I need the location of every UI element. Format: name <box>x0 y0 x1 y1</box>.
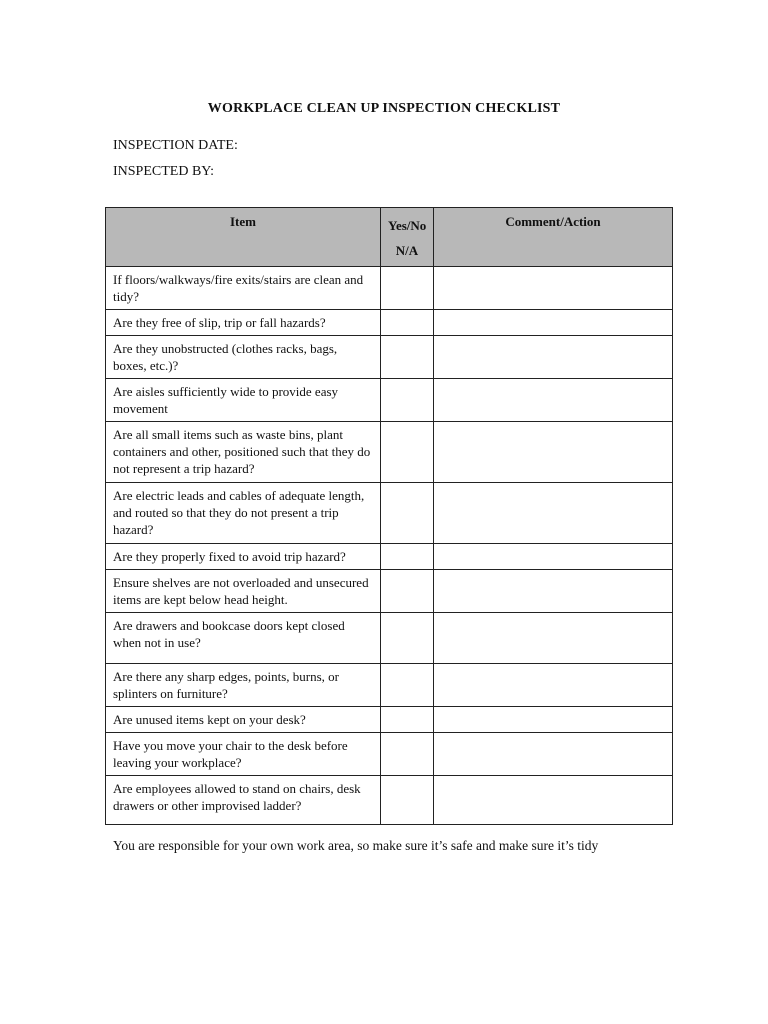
checklist-question: Are employees allowed to stand on chairs, desk drawers or other improvised ladder? <box>106 776 381 825</box>
comment-cell[interactable] <box>434 707 673 733</box>
table-row <box>106 422 673 483</box>
table-row <box>106 776 673 825</box>
footer-note: You are responsible for your own work area, so make sure it’s safe and make sure it’s tidy <box>113 838 599 853</box>
inspection-date-label: INSPECTION DATE: <box>113 138 238 153</box>
comment-cell[interactable] <box>434 664 673 707</box>
answer-cell[interactable] <box>381 379 434 422</box>
table-row <box>106 570 673 613</box>
answer-cell[interactable] <box>381 570 434 613</box>
checklist-question: Are all small items such as waste bins, plant containers and other, positioned such that they do not represent a trip hazard? <box>106 422 381 483</box>
comment-cell[interactable] <box>434 613 673 664</box>
answer-cell[interactable] <box>381 776 434 825</box>
answer-cell[interactable] <box>381 483 434 544</box>
answer-cell[interactable] <box>381 336 434 379</box>
comment-cell[interactable] <box>434 336 673 379</box>
answer-cell[interactable] <box>381 310 434 336</box>
comment-cell[interactable] <box>434 776 673 825</box>
table-row <box>106 379 673 422</box>
table-row <box>106 544 673 570</box>
comment-cell[interactable] <box>434 310 673 336</box>
checklist-question: If floors/walkways/fire exits/stairs are clean and tidy? <box>106 267 381 310</box>
table-row <box>106 483 673 544</box>
checklist-question: Are aisles sufficiently wide to provide easy movement <box>106 379 381 422</box>
answer-cell[interactable] <box>381 664 434 707</box>
table-row <box>106 664 673 707</box>
checklist-question: Are there any sharp edges, points, burns, or splinters on furniture? <box>106 664 381 707</box>
answer-cell[interactable] <box>381 707 434 733</box>
table-row <box>106 733 673 776</box>
header-comment: Comment/Action <box>434 208 673 267</box>
comment-cell[interactable] <box>434 483 673 544</box>
table-row <box>106 707 673 733</box>
comment-cell[interactable] <box>434 267 673 310</box>
table-row <box>106 267 673 310</box>
document-title: WORKPLACE CLEAN UP INSPECTION CHECKLIST <box>207 101 561 116</box>
answer-cell[interactable] <box>381 613 434 664</box>
comment-cell[interactable] <box>434 379 673 422</box>
checklist-body <box>106 267 673 825</box>
header-yes-no-line2: N/A <box>395 243 419 258</box>
answer-cell[interactable] <box>381 544 434 570</box>
comment-cell[interactable] <box>434 422 673 483</box>
checklist-question: Are drawers and bookcase doors kept closed when not in use? <box>106 613 381 664</box>
header-yes-no-line1: Yes/No <box>388 218 427 233</box>
checklist-question: Are electric leads and cables of adequate length, and routed so that they do not present a trip hazard? <box>106 483 381 544</box>
header-item: Item <box>106 208 381 267</box>
checklist-question: Ensure shelves are not overloaded and unsecured items are kept below head height. <box>106 570 381 613</box>
checklist-question: Are they properly fixed to avoid trip hazard? <box>106 544 381 570</box>
comment-cell[interactable] <box>434 733 673 776</box>
answer-cell[interactable] <box>381 267 434 310</box>
table-header-row <box>106 208 673 267</box>
comment-cell[interactable] <box>434 544 673 570</box>
table-row <box>106 613 673 664</box>
answer-cell[interactable] <box>381 422 434 483</box>
checklist-question: Are they unobstructed (clothes racks, bags, boxes, etc.)? <box>106 336 381 379</box>
table-row <box>106 310 673 336</box>
inspected-by-label: INSPECTED BY: <box>113 164 215 179</box>
checklist-question: Are unused items kept on your desk? <box>106 707 381 733</box>
checklist-question: Are they free of slip, trip or fall hazards? <box>106 310 381 336</box>
checklist-table <box>105 207 673 825</box>
answer-cell[interactable] <box>381 733 434 776</box>
header-yes-no <box>381 208 434 267</box>
comment-cell[interactable] <box>434 570 673 613</box>
checklist-question: Have you move your chair to the desk before leaving your workplace? <box>106 733 381 776</box>
table-row <box>106 336 673 379</box>
